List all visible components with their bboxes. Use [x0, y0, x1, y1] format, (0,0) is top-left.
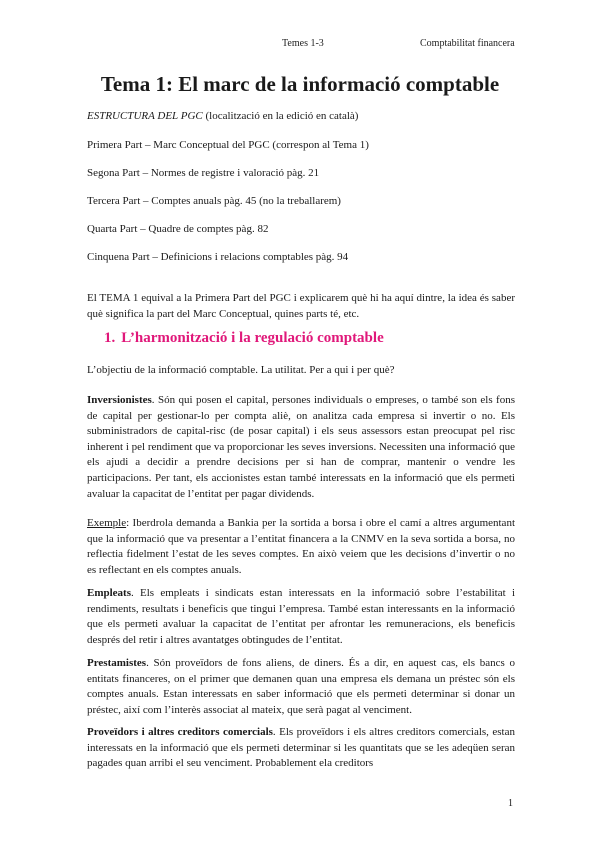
structure-heading-rest: (localització en la edició en català)	[202, 110, 359, 122]
structure-part-2: Segona Part – Normes de registre i valoració pàg. 21	[87, 167, 320, 179]
section-number: 1.	[104, 330, 116, 346]
text-exemple: : Iberdrola demanda a Bankia per la sortida a borsa i obre el camí a altres argumentant que la informació que va presentar a l’entitat financera a la CNMV en la seva sortida a borsa, no reflectia fidelment l’estat de les seves comptes. En això veiem que les decisions d’invertir o no es reflectant en els comptes anuals.	[87, 517, 515, 576]
paragraph-inversionistes	[87, 393, 515, 502]
page-title: Tema 1: El marc de la informació comptable	[100, 72, 500, 96]
structure-heading	[87, 110, 358, 122]
structure-part-4: Quarta Part – Quadre de comptes pàg. 82	[87, 223, 269, 235]
term-proveidors: Proveïdors i altres creditors comercials	[87, 726, 273, 738]
paragraph-proveidors	[87, 725, 515, 772]
text-inversionistes: . Són qui posen el capital, persones individuals o empreses, o també son els fons de capital per gestionar-lo per compta aliè, on analitza cada empresa si invertir o no. Els subministradors de capital-risc (de posar capital) i els seus assessors estan preocupat pel risc inherent i pel rendiment que va proporcionar les seves inversions. Necessiten una informació que els ajudi a decidir a prendre decisions per si han de comprar, mantenir o vendre les participacions. Per tant, els accionistes estan també interessats en la informació que els permeti avaluar la capacitat de l’entitat per pagar dividends.	[87, 394, 515, 500]
structure-part-5: Cinquena Part – Definicions i relacions comptables pàg. 94	[87, 251, 349, 263]
paragraph-empleats	[87, 586, 515, 648]
structure-part-1: Primera Part – Marc Conceptual del PGC (correspon al Tema 1)	[87, 139, 369, 151]
structure-heading-italic: ESTRUCTURA DEL PGC	[87, 110, 203, 122]
intro-paragraph: El TEMA 1 equival a la Primera Part del PGC i explicarem què hi ha aquí dintre, la idea és saber què significa la part del Marc Conceptual, quines parts té, etc.	[87, 292, 515, 320]
header-left: Temes 1-3	[282, 38, 324, 49]
header-right: Comptabilitat financera	[420, 38, 515, 49]
term-inversionistes: Inversionistes	[87, 394, 152, 406]
label-exemple: Exemple	[87, 517, 127, 529]
paragraph-exemple	[87, 516, 515, 578]
text-prestamistes: . Són proveïdors de fons aliens, de diners. És a dir, en aquest cas, els bancs o entitats financeres, on el primer que demanen quan una empresa els demana un préstec són els comptes anuals. Estan interessats en saber informació que els permeti determinar si donar un préstec, així com l’interès associat al mateix, que serà pagat al venciment.	[87, 657, 515, 716]
text-empleats: . Els empleats i sindicats estan interessats en la informació sobre l’estabilitat i rendiments, resultats i beneficis que tingui l’empresa. També estan interessants en la informació que els permeti avaluar la capacitat de l’entitat per afrontar les remuneracions, els beneficis després del retir i altres avantatges obtingudes de l’entitat.	[87, 587, 515, 646]
text-proveidors: . Els proveïdors i els altres creditors comercials, estan interessats en la informació que els permeti determinar si les quantitats que se les adeqüen seran pagades quan arribi el seu venciment. Probablement ela creditors	[87, 726, 515, 770]
paragraph-prestamistes	[87, 656, 515, 718]
section-title: L’harmonització i la regulació comptable	[121, 330, 384, 346]
term-prestamistes: Prestamistes	[87, 657, 147, 669]
page-number: 1	[508, 798, 513, 809]
structure-part-3: Tercera Part – Comptes anuals pàg. 45 (no la treballarem)	[87, 195, 341, 207]
section-heading	[104, 330, 384, 347]
term-empleats: Empleats	[87, 587, 131, 599]
objective-line: L’objectiu de la informació comptable. La utilitat. Per a qui i per què?	[87, 364, 395, 376]
